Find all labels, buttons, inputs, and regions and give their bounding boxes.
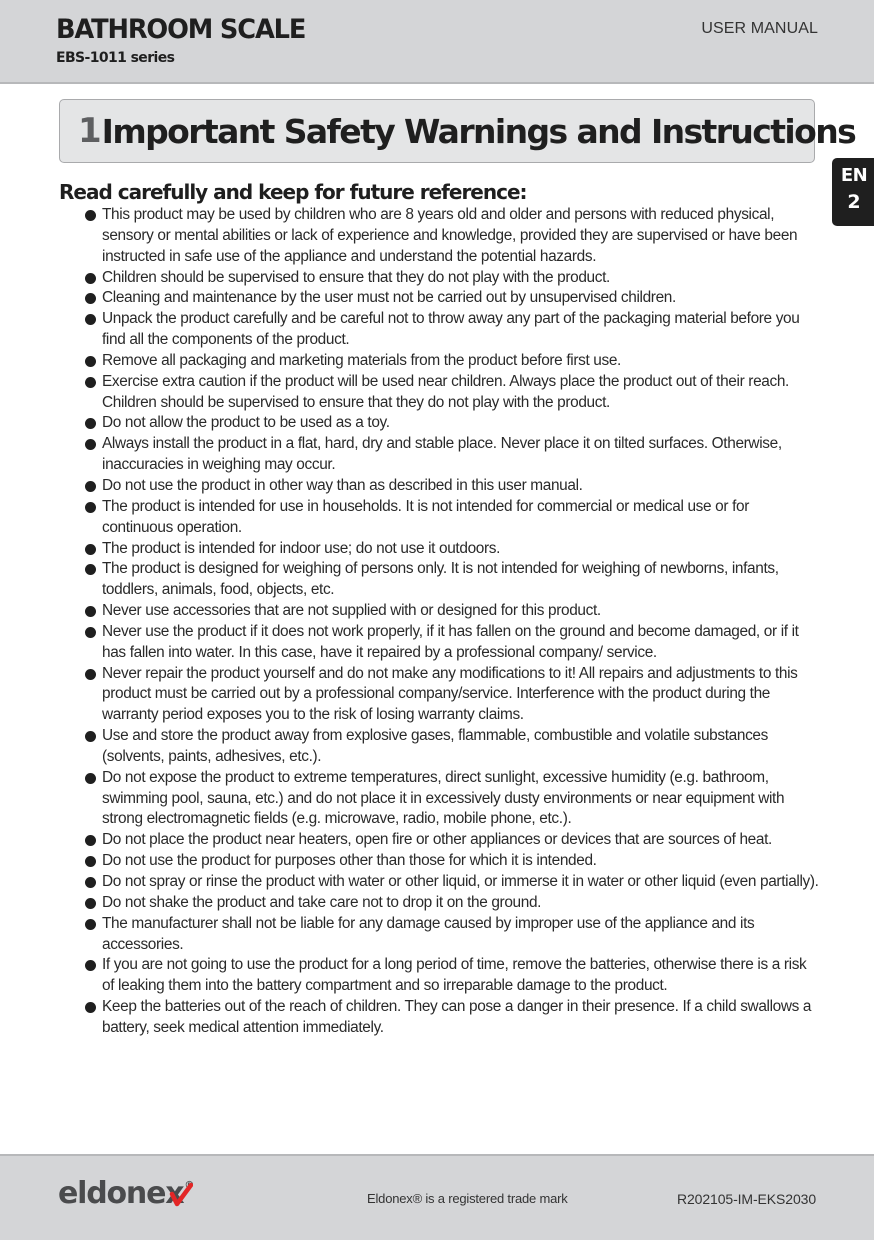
list-item <box>85 539 820 560</box>
list-item-text: Do not place the product near heaters, open fire or other appliances or devices that are sources of heat. <box>102 831 772 849</box>
list-item-text: Do not expose the product to extreme temperatures, direct sunlight, excessive humidity (e.g. bathroom, swimming pool, sauna, etc.) and do not place it in excessively dusty environments or near equipment with strong electromagnetic fields (e.g. microwave, radio, mobile phone, etc.). <box>102 768 785 828</box>
list-item-text: Do not allow the product to be used as a toy. <box>102 414 390 432</box>
bullet-icon <box>85 669 96 680</box>
section-title: Important Safety Warnings and Instructions <box>101 111 856 151</box>
subheading: Read carefully and keep for future reference: <box>59 180 527 204</box>
bullet-icon <box>85 898 96 909</box>
bullet-icon <box>85 502 96 513</box>
list-item-text: Keep the batteries out of the reach of children. They can pose a danger in their presence. If a child swallows a battery, seek medical attention immediately. <box>102 998 812 1036</box>
list-item-text: Children should be supervised to ensure that they do not play with the product. <box>102 268 610 286</box>
list-item <box>85 205 820 268</box>
logo-x-letter <box>165 1176 183 1211</box>
bullet-icon <box>85 773 96 784</box>
list-item-text: Cleaning and maintenance by the user must not be carried out by unsupervised children. <box>102 289 676 307</box>
list-item <box>85 622 820 664</box>
bullet-icon <box>85 1002 96 1013</box>
list-item-text: Exercise extra caution if the product will be used near children. Always place the product out of their reach. Children should be supervised to ensure that they do not play with the product. <box>102 372 789 411</box>
list-item <box>85 872 820 893</box>
registered-mark: ® <box>184 1180 195 1191</box>
list-item-text: Always install the product in a flat, hard, dry and stable place. Never place it on tilted surfaces. Otherwise, inaccuracies in weighing may occur. <box>102 435 782 474</box>
bullet-icon <box>85 293 96 304</box>
page-footer <box>0 1154 874 1240</box>
logo-text: eldone <box>58 1176 166 1211</box>
list-item-text: Never use accessories that are not supplied with or designed for this product. <box>102 602 601 620</box>
section-number: 1 <box>78 111 102 151</box>
list-item-text: Use and store the product away from explosive gases, flammable, combustible and volatile substances (solvents, paints, adhesives, etc.). <box>102 727 768 765</box>
bullet-icon <box>85 856 96 867</box>
list-item <box>85 434 820 476</box>
logo-x-text: x <box>165 1176 184 1211</box>
list-item <box>85 413 820 434</box>
language-code: EN <box>840 165 868 186</box>
bullet-icon <box>85 314 96 325</box>
list-item <box>85 559 820 601</box>
list-item <box>85 851 820 872</box>
list-item <box>85 372 820 414</box>
list-item <box>85 893 820 914</box>
list-item <box>85 726 820 768</box>
trademark-notice: Eldonex® is a registered trade mark <box>367 1191 568 1206</box>
bullet-icon <box>85 919 96 930</box>
safety-bullet-list <box>85 205 820 1039</box>
list-item-text: The product is designed for weighing of persons only. It is not intended for weighing of newborns, infants, toddlers, animals, food, objects, etc. <box>102 560 779 599</box>
list-item-text: The manufacturer shall not be liable for any damage caused by improper use of the appliance and its accessories. <box>102 914 755 953</box>
bullet-icon <box>85 564 96 575</box>
bullet-icon <box>85 835 96 846</box>
list-item <box>85 768 820 831</box>
brand-logo <box>58 1176 194 1211</box>
list-item <box>85 914 820 956</box>
list-item <box>85 288 820 309</box>
bullet-icon <box>85 960 96 971</box>
document-code: R202105-IM-EKS2030 <box>676 1191 816 1207</box>
page-header <box>0 0 874 84</box>
list-item <box>85 955 820 997</box>
bullet-icon <box>85 877 96 888</box>
list-item-text: If you are not going to use the product for a long period of time, remove the batteries, otherwise there is a risk of leaking them into the battery compartment and so irreparable damage to the product. <box>102 956 807 995</box>
list-item-text: Never use the product if it does not work properly, if it has fallen on the ground and become damaged, or if it has fallen into water. In this case, have it repaired by a professional company/ service. <box>102 622 799 661</box>
bullet-icon <box>85 418 96 429</box>
list-item-text: Do not use the product for purposes other than those for which it is intended. <box>102 852 597 870</box>
list-item-text: Do not shake the product and take care not to drop it on the ground. <box>102 893 542 911</box>
list-item-text: The product is intended for indoor use; do not use it outdoors. <box>102 539 501 557</box>
list-item <box>85 497 820 539</box>
bullet-icon <box>85 210 96 221</box>
product-series: EBS-1011 series <box>56 50 175 66</box>
bullet-icon <box>85 481 96 492</box>
list-item <box>85 601 820 622</box>
logo-checkmark-icon <box>169 1182 193 1208</box>
list-item-text: Unpack the product carefully and be careful not to throw away any part of the packaging material before you find all the components of the product. <box>102 310 800 349</box>
list-item <box>85 830 820 851</box>
bullet-icon <box>85 544 96 555</box>
language-page-tab <box>832 158 874 226</box>
bullet-icon <box>85 606 96 617</box>
bullet-icon <box>85 627 96 638</box>
list-item <box>85 997 820 1039</box>
list-item <box>85 351 820 372</box>
list-item <box>85 309 820 351</box>
list-item-text: Do not use the product in other way than as described in this user manual. <box>102 476 583 494</box>
bullet-icon <box>85 356 96 367</box>
list-item <box>85 476 820 497</box>
section-title-box <box>59 99 856 163</box>
list-item-text: Never repair the product yourself and do not make any modifications to it! All repairs and adjustments to this product must be carried out by a professional company/service. Interference with the product during the warranty period exposes you to the risk of losing warranty claims. <box>102 664 798 724</box>
list-item <box>85 268 820 289</box>
list-item <box>85 664 820 727</box>
list-item-text: The product is intended for use in households. It is not intended for commercial or medical use or for continuous operation. <box>102 497 749 536</box>
bullet-icon <box>85 731 96 742</box>
bullet-icon <box>85 439 96 450</box>
bullet-icon <box>85 273 96 284</box>
product-title: BATHROOM SCALE <box>56 14 306 45</box>
list-item-text: This product may be used by children who are 8 years old and older and persons with reduced physical, sensory or mental abilities or lack of experience and knowledge, provided they are supervised or have been instructed in safe use of the appliance and understand the potential hazards. <box>102 206 798 265</box>
bullet-icon <box>85 377 96 388</box>
list-item-text: Do not spray or rinse the product with water or other liquid, or immerse it in water or other liquid (even partially). <box>102 873 819 890</box>
page-number: 2 <box>847 191 861 213</box>
list-item-text: Remove all packaging and marketing materials from the product before first use. <box>102 351 621 369</box>
manual-label: USER MANUAL <box>701 20 818 37</box>
